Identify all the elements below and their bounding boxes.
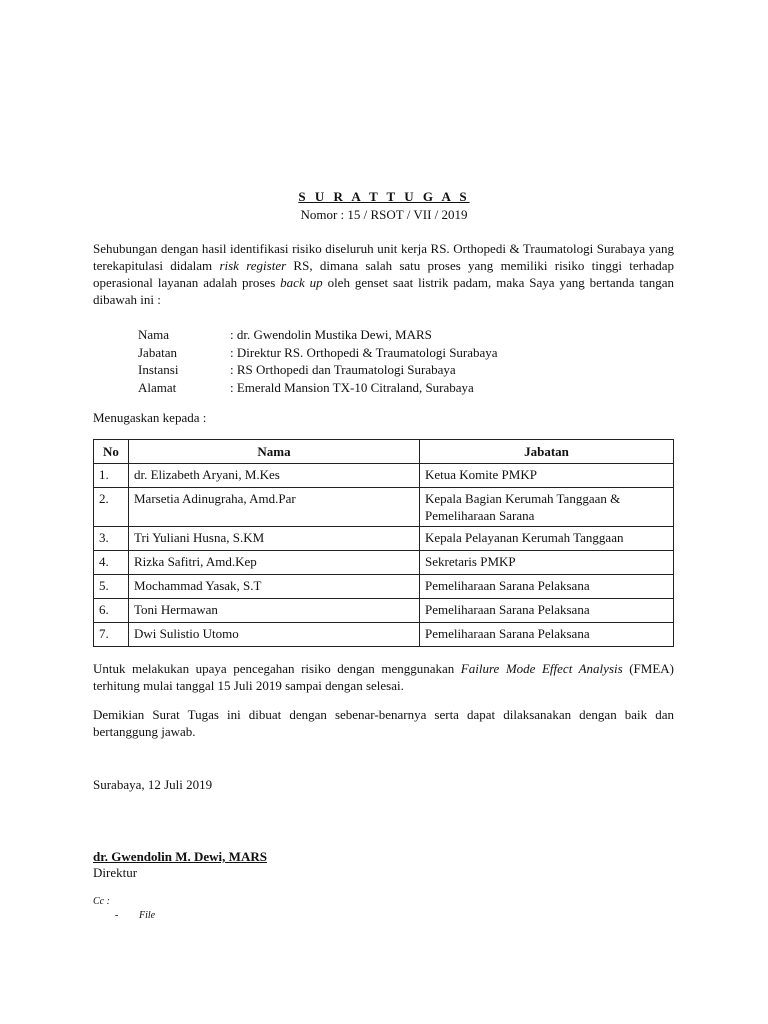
cc-label: Cc : [93, 896, 110, 907]
table-row [94, 551, 674, 575]
table-row [94, 488, 674, 527]
identity-label: Instansi [138, 362, 179, 377]
intro-back-up: back up [280, 275, 323, 290]
cell-no: 5. [94, 575, 129, 599]
intro-text-1: Sehubungan dengan hasil identifikasi risiko diseluruh unit kerja RS. Orthopedi & Traumatologi Surabaya yang terekapitulasi didalam [93, 241, 674, 273]
header-jabatan: Jabatan [420, 440, 674, 464]
purpose-paragraph [93, 660, 674, 694]
intro-risk-register: risk register [219, 258, 287, 273]
identity-row [138, 344, 498, 362]
purpose-text-1: Untuk melakukan upaya pencegahan risiko dengan menggunakan [93, 661, 461, 676]
cell-nama: dr. Elizabeth Aryani, M.Kes [129, 464, 420, 488]
header-no: No [94, 440, 129, 464]
identity-value: : Emerald Mansion TX-10 Citraland, Surabaya [230, 379, 474, 395]
intro-paragraph [93, 240, 674, 308]
cell-no: 1. [94, 464, 129, 488]
identity-label: Jabatan [138, 344, 177, 360]
header-nama: Nama [129, 440, 420, 464]
identity-row [138, 379, 498, 397]
identity-row [138, 326, 498, 344]
cell-nama: Tri Yuliani Husna, S.KM [129, 527, 420, 551]
cell-jabatan: Ketua Komite PMKP [420, 464, 674, 488]
purpose-text-2: (FMEA) terhitung mulai tanggal 15 Juli 2019 sampai dengan selesai. [93, 661, 674, 693]
document-title: S U R A T T U G A S [298, 189, 470, 204]
closing-paragraph: Demikian Surat Tugas ini dibuat dengan sebenar-benarnya serta dapat dilaksanakan dengan baik dan bertanggung jawab. [93, 707, 674, 739]
cell-jabatan: Kepala Bagian Kerumah Tanggaan & Pemeliharaan Sarana [420, 488, 674, 527]
cell-no: 7. [94, 623, 129, 647]
cell-jabatan: Pemeliharaan Sarana Pelaksana [420, 575, 674, 599]
staff-table [93, 439, 674, 647]
table-row [94, 464, 674, 488]
identity-label: Alamat [138, 379, 177, 395]
cell-jabatan: Pemeliharaan Sarana Pelaksana [420, 599, 674, 623]
signer-name: dr. Gwendolin M. Dewi, MARS [93, 849, 267, 864]
cell-no: 3. [94, 527, 129, 551]
cell-nama: Toni Hermawan [129, 599, 420, 623]
cell-no: 6. [94, 599, 129, 623]
cc-item [115, 907, 155, 924]
table-row [94, 527, 674, 551]
cell-jabatan: Kepala Pelayanan Kerumah Tanggaan [420, 527, 674, 551]
purpose-fmea: Failure Mode Effect Analysis [460, 661, 623, 676]
cell-jabatan: Sekretaris PMKP [420, 551, 674, 575]
signer-position: Direktur [93, 865, 138, 880]
table-row [94, 623, 674, 647]
cc-bullet: - [115, 910, 119, 921]
intro-text-3: oleh genset saat listrik padam, maka Saya yang bertanda tangan dibawah ini : [93, 275, 674, 307]
identity-label: Nama [138, 327, 170, 342]
identity-value: : Direktur RS. Orthopedi & Traumatologi Surabaya [230, 344, 498, 360]
identity-row [138, 361, 498, 379]
cell-nama: Dwi Sulistio Utomo [129, 623, 420, 647]
table-row [94, 599, 674, 623]
table-row [94, 575, 674, 599]
document-number: Nomor : 15 / RSOT / VII / 2019 [300, 207, 468, 222]
cell-no: 4. [94, 551, 129, 575]
intro-text-2: RS, dimana salah satu proses yang memiliki risiko tinggi terhadap operasional layanan adalah proses [93, 258, 674, 290]
assign-label: Menugaskan kepada : [93, 410, 207, 425]
city-date: Surabaya, 12 Juli 2019 [93, 777, 213, 792]
cell-nama: Mochammad Yasak, S.T [129, 575, 420, 599]
identity-value: : RS Orthopedi dan Traumatologi Surabaya [230, 362, 456, 377]
cell-jabatan: Pemeliharaan Sarana Pelaksana [420, 623, 674, 647]
identity-value: : dr. Gwendolin Mustika Dewi, MARS [230, 327, 432, 342]
cell-no: 2. [94, 488, 129, 527]
cell-nama: Rizka Safitri, Amd.Kep [129, 551, 420, 575]
table-header-row [94, 440, 674, 464]
identity-table [138, 326, 498, 396]
cc-item-text: File [139, 910, 156, 921]
cell-nama: Marsetia Adinugraha, Amd.Par [129, 488, 420, 527]
